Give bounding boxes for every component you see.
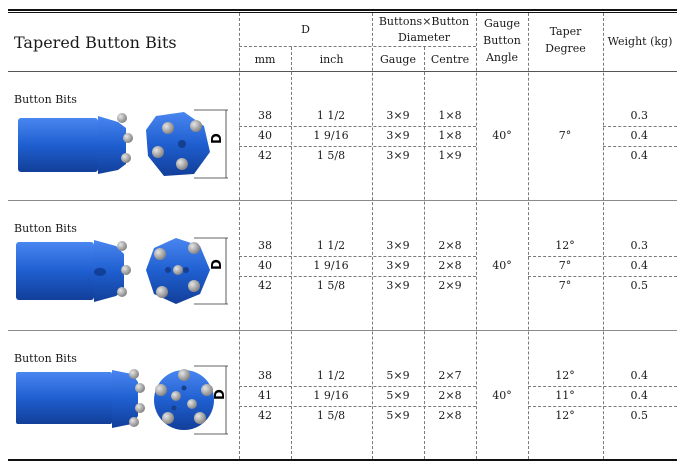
cell-gauge: 3×9: [386, 259, 410, 272]
top-rule-2: [8, 12, 677, 13]
header-gauge: Gauge: [380, 53, 416, 66]
cell-centre: 2×8: [438, 409, 462, 422]
cell-weight: 0.3: [630, 239, 648, 252]
cell-inch: 1 5/8: [316, 409, 346, 422]
header-gauge-angle-3: Angle: [485, 51, 519, 64]
header-gauge-angle-2: Button: [483, 34, 521, 47]
cell-gauge: 3×9: [386, 129, 410, 142]
diagram-d-label: D: [213, 389, 228, 400]
cell-taper: 12°: [555, 409, 575, 422]
group-label: Button Bits: [14, 93, 77, 106]
group-label: Button Bits: [14, 222, 77, 235]
cell-weight: 0.5: [630, 409, 648, 422]
group-divider-1: [8, 200, 677, 201]
cell-inch: 1 5/8: [316, 279, 346, 292]
cell-weight: 0.4: [630, 129, 648, 142]
header-weight: Weight (kg): [607, 35, 673, 48]
diagram-d-label: D: [210, 133, 225, 144]
group-label: Button Bits: [14, 352, 77, 365]
row-rule: [239, 126, 476, 127]
cell-gauge: 3×9: [386, 109, 410, 122]
row-rule: [239, 256, 476, 257]
row-rule: [239, 146, 476, 147]
cell-weight: 0.5: [630, 279, 648, 292]
header-sub-rule: [239, 46, 476, 47]
cell-gauge: 3×9: [386, 239, 410, 252]
button-bit-diagram-2: [14, 234, 239, 306]
cell-taper: 7°: [558, 259, 572, 272]
header-mm: mm: [254, 53, 276, 66]
header-inch: inch: [319, 53, 344, 66]
cell-mm: 42: [258, 149, 272, 162]
header-buttons-line2: Diameter: [397, 31, 451, 44]
top-rule: [8, 9, 677, 11]
cell-centre: 2×8: [438, 259, 462, 272]
cell-inch: 1 1/2: [316, 109, 346, 122]
header-d: D: [301, 23, 310, 36]
header-bottom-rule: [8, 71, 677, 72]
cell-gauge-angle: 40°: [492, 259, 512, 272]
row-rule: [239, 276, 476, 277]
cell-weight: 0.4: [630, 389, 648, 402]
cell-mm: 38: [258, 369, 272, 382]
cell-mm: 40: [258, 129, 272, 142]
header-taper-2: Degree: [545, 42, 586, 55]
row-rule: [239, 386, 476, 387]
header-gauge-angle-1: Gauge: [484, 17, 520, 30]
header-buttons-line1: Buttons×Button: [378, 15, 470, 28]
group-divider-2: [8, 330, 677, 331]
cell-centre: 1×9: [438, 149, 462, 162]
cell-taper: 7°: [558, 129, 572, 142]
cell-weight: 0.4: [630, 369, 648, 382]
bottom-rule: [8, 459, 677, 461]
cell-gauge: 5×9: [386, 409, 410, 422]
cell-mm: 41: [258, 389, 272, 402]
cell-centre: 2×9: [438, 279, 462, 292]
cell-mm: 40: [258, 259, 272, 272]
row-rule: [239, 406, 476, 407]
cell-weight: 0.3: [630, 109, 648, 122]
row-rule: [603, 126, 677, 127]
button-bit-diagram-1: [14, 108, 239, 180]
cell-taper: 12°: [555, 369, 575, 382]
cell-taper: 7°: [558, 279, 572, 292]
cell-inch: 1 9/16: [313, 259, 349, 272]
cell-taper: 12°: [555, 239, 575, 252]
cell-mm: 38: [258, 239, 272, 252]
diagram-d-label: D: [210, 259, 225, 270]
cell-gauge-angle: 40°: [492, 389, 512, 402]
table-title: Tapered Button Bits: [14, 33, 177, 52]
cell-gauge-angle: 40°: [492, 129, 512, 142]
header-centre: Centre: [430, 53, 470, 66]
cell-gauge: 5×9: [386, 369, 410, 382]
cell-centre: 1×8: [438, 129, 462, 142]
cell-centre: 2×8: [438, 239, 462, 252]
cell-weight: 0.4: [630, 149, 648, 162]
cell-gauge: 3×9: [386, 279, 410, 292]
cell-mm: 42: [258, 409, 272, 422]
cell-mm: 42: [258, 279, 272, 292]
button-bit-diagram-3: [14, 364, 239, 436]
cell-gauge: 3×9: [386, 149, 410, 162]
cell-centre: 1×8: [438, 109, 462, 122]
cell-taper: 11°: [555, 389, 575, 402]
cell-inch: 1 1/2: [316, 239, 346, 252]
row-rule: [603, 146, 677, 147]
cell-centre: 2×7: [438, 369, 462, 382]
cell-inch: 1 1/2: [316, 369, 346, 382]
cell-gauge: 5×9: [386, 389, 410, 402]
cell-weight: 0.4: [630, 259, 648, 272]
cell-inch: 1 9/16: [313, 129, 349, 142]
cell-inch: 1 5/8: [316, 149, 346, 162]
cell-inch: 1 9/16: [313, 389, 349, 402]
cell-centre: 2×8: [438, 389, 462, 402]
header-taper-1: Taper: [549, 25, 582, 38]
cell-mm: 38: [258, 109, 272, 122]
